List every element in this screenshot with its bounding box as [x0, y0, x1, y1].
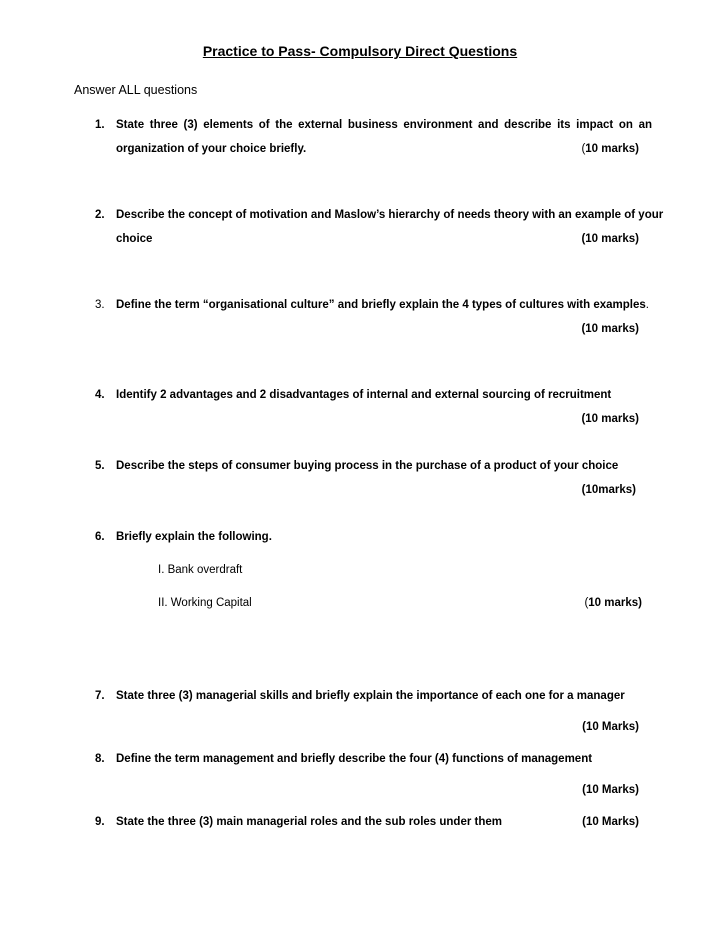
question-number: 3. — [95, 299, 105, 311]
marks-label: (10 Marks) — [582, 721, 639, 733]
sub-item-bank-overdraft: I. Bank overdraft — [158, 564, 243, 576]
instruction-text: Answer ALL questions — [74, 83, 198, 97]
marks-label: (10 marks) — [584, 597, 642, 609]
marks-label: (10 marks) — [581, 413, 639, 425]
question-text: Describe the steps of consumer buying process in the purchase of a product of your choice — [116, 460, 619, 472]
marks-label: (10 marks) — [581, 233, 639, 245]
marks-label: (10 marks) — [581, 323, 639, 335]
question-text-continued: choice — [116, 233, 153, 245]
question-text: Describe the concept of motivation and Maslow’s hierarchy of needs theory with an example of your — [116, 209, 664, 221]
question-text-continued: organization of your choice briefly. — [116, 143, 307, 155]
question-number: 5. — [95, 460, 105, 472]
question-text: Define the term management and briefly describe the four (4) functions of management — [116, 753, 593, 765]
question-number: 8. — [95, 753, 105, 765]
question-text: Identify 2 advantages and 2 disadvantages of internal and external sourcing of recruitment — [116, 389, 612, 401]
question-text: Define the term “organisational culture” and briefly explain the 4 types of cultures with examples. — [116, 299, 649, 311]
question-number: 6. — [95, 531, 105, 543]
page-title: Practice to Pass- Compulsory Direct Questions — [202, 43, 518, 59]
marks-label: (10 marks) — [581, 143, 639, 155]
question-text: State three (3) managerial skills and briefly explain the importance of each one for a manager — [116, 690, 625, 702]
question-number: 1. — [95, 119, 105, 131]
question-number: 9. — [95, 816, 105, 828]
question-text: State the three (3) main managerial roles and the sub roles under them — [116, 816, 502, 828]
marks-label: (10marks) — [581, 484, 636, 496]
question-text: Briefly explain the following. — [116, 531, 272, 543]
question-number: 2. — [95, 209, 105, 221]
marks-label: (10 Marks) — [582, 816, 639, 828]
sub-item-working-capital: II. Working Capital — [158, 597, 252, 609]
question-text: State three (3) elements of the external business environment and describe its impact on an — [116, 119, 652, 131]
question-number: 7. — [95, 690, 105, 702]
question-number: 4. — [95, 389, 105, 401]
marks-label: (10 Marks) — [582, 784, 639, 796]
